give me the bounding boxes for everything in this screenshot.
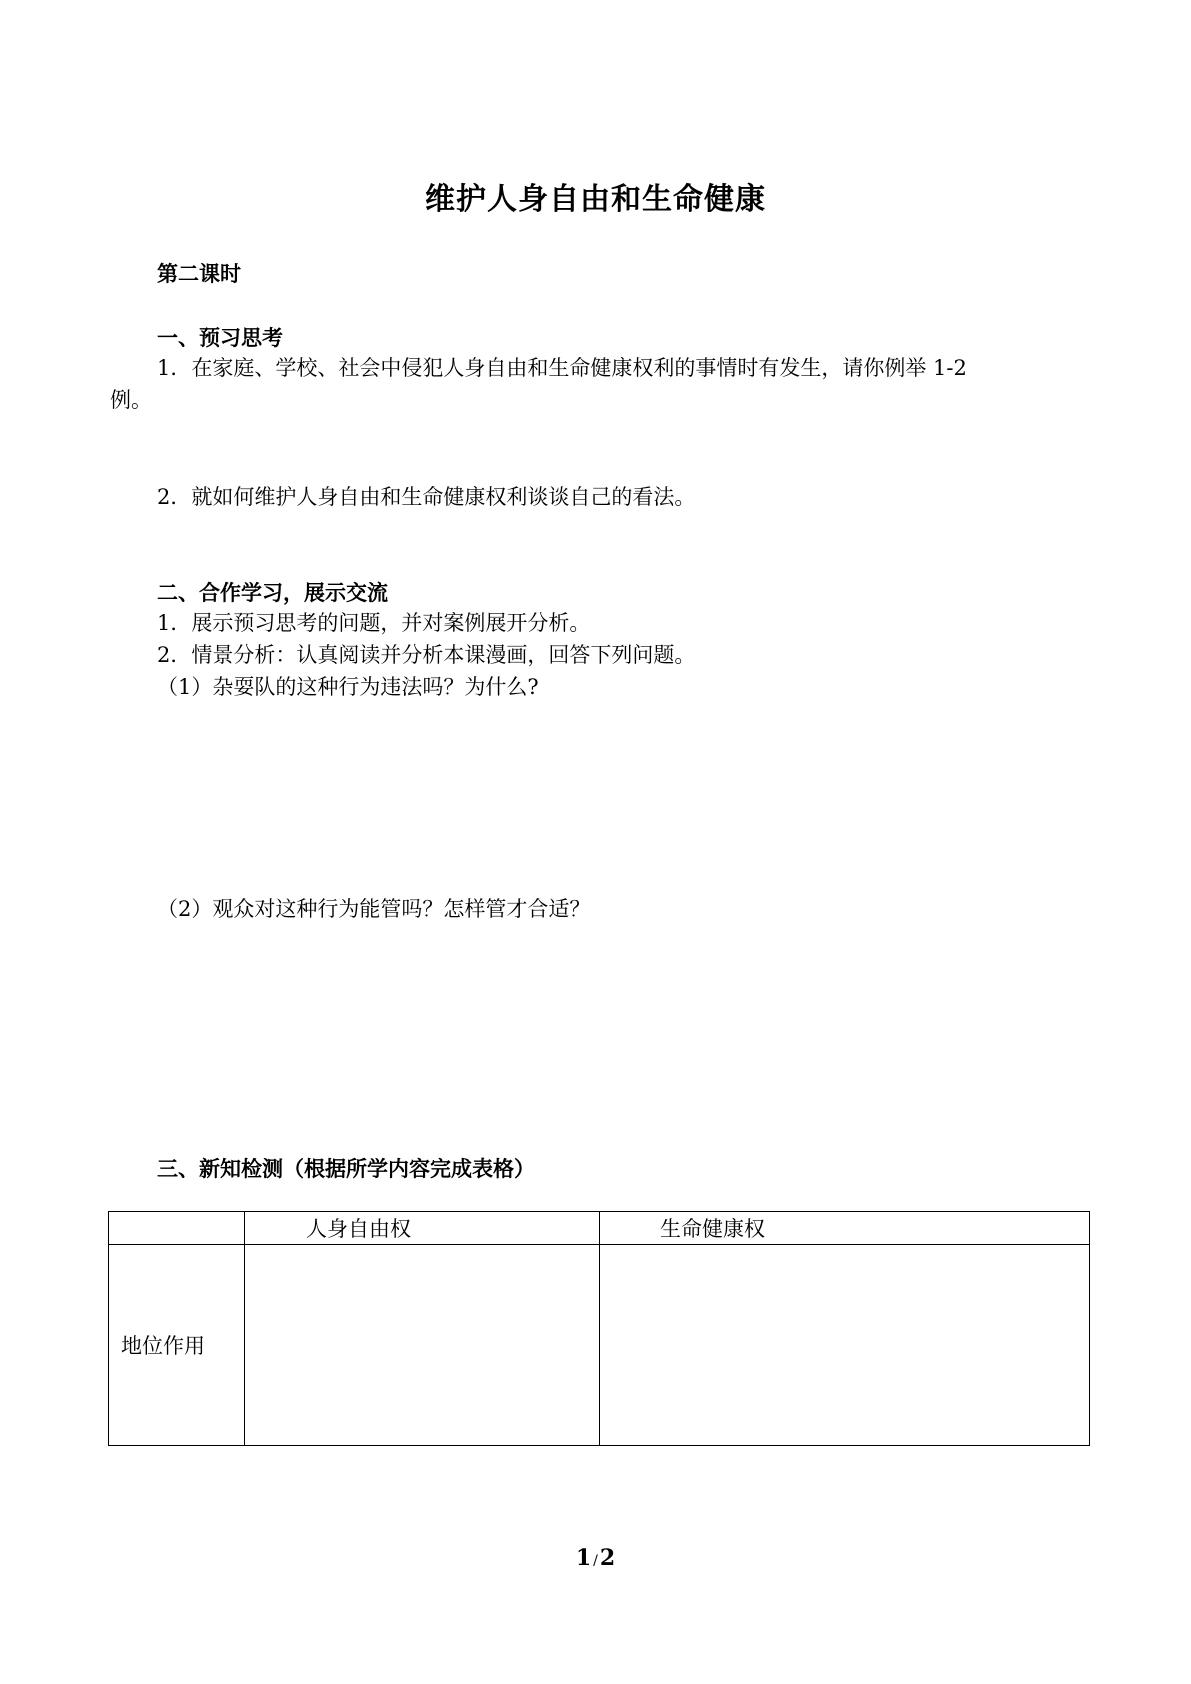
preview-question-1-continued: 例。 <box>110 388 152 412</box>
scenario-question-1: （1）杂耍队的这种行为违法吗？为什么? <box>157 675 539 699</box>
rights-table <box>108 1211 1090 1446</box>
page-separator: / <box>593 1553 598 1569</box>
preview-question-2: 2．就如何维护人身自由和生命健康权利谈谈自己的看法。 <box>157 485 696 509</box>
document-title: 维护人身自由和生命健康 <box>425 182 766 217</box>
table-header-life-health <box>600 1212 1090 1245</box>
table-row <box>109 1245 1090 1446</box>
scenario-question-2: （2）观众对这种行为能管吗？怎样管才合适？ <box>157 897 591 921</box>
lesson-label: 第二课时 <box>157 262 241 286</box>
section-heading-preview: 一、预习思考 <box>157 326 283 350</box>
table-header-corner <box>109 1212 245 1245</box>
section-heading-check: 三、新知检测（根据所学内容完成表格） <box>157 1157 535 1181</box>
table-cell-life-health[interactable] <box>600 1245 1090 1446</box>
current-page-number: 1 <box>575 1545 592 1571</box>
section-heading-cooperative: 二、合作学习，展示交流 <box>157 581 388 605</box>
table-row-label-cell <box>109 1245 245 1446</box>
table-cell-personal-freedom[interactable] <box>245 1245 600 1446</box>
preview-question-1: 1．在家庭、学校、社会中侵犯人身自由和生命健康权利的事情时有发生，请你例举 1-2 <box>157 356 967 380</box>
total-page-count: 2 <box>599 1545 616 1571</box>
cooperative-item-2: 2．情景分析：认真阅读并分析本课漫画，回答下列问题。 <box>157 643 696 667</box>
table-header-label: 人身自由权 <box>306 1217 411 1241</box>
cooperative-item-1: 1．展示预习思考的问题，并对案例展开分析。 <box>157 611 591 635</box>
table-header-personal-freedom <box>245 1212 600 1245</box>
table-header-label: 生命健康权 <box>660 1217 765 1241</box>
page-number <box>0 1545 1191 1571</box>
table-row-label: 地位作用 <box>121 1334 205 1358</box>
table-header-row <box>109 1212 1090 1245</box>
